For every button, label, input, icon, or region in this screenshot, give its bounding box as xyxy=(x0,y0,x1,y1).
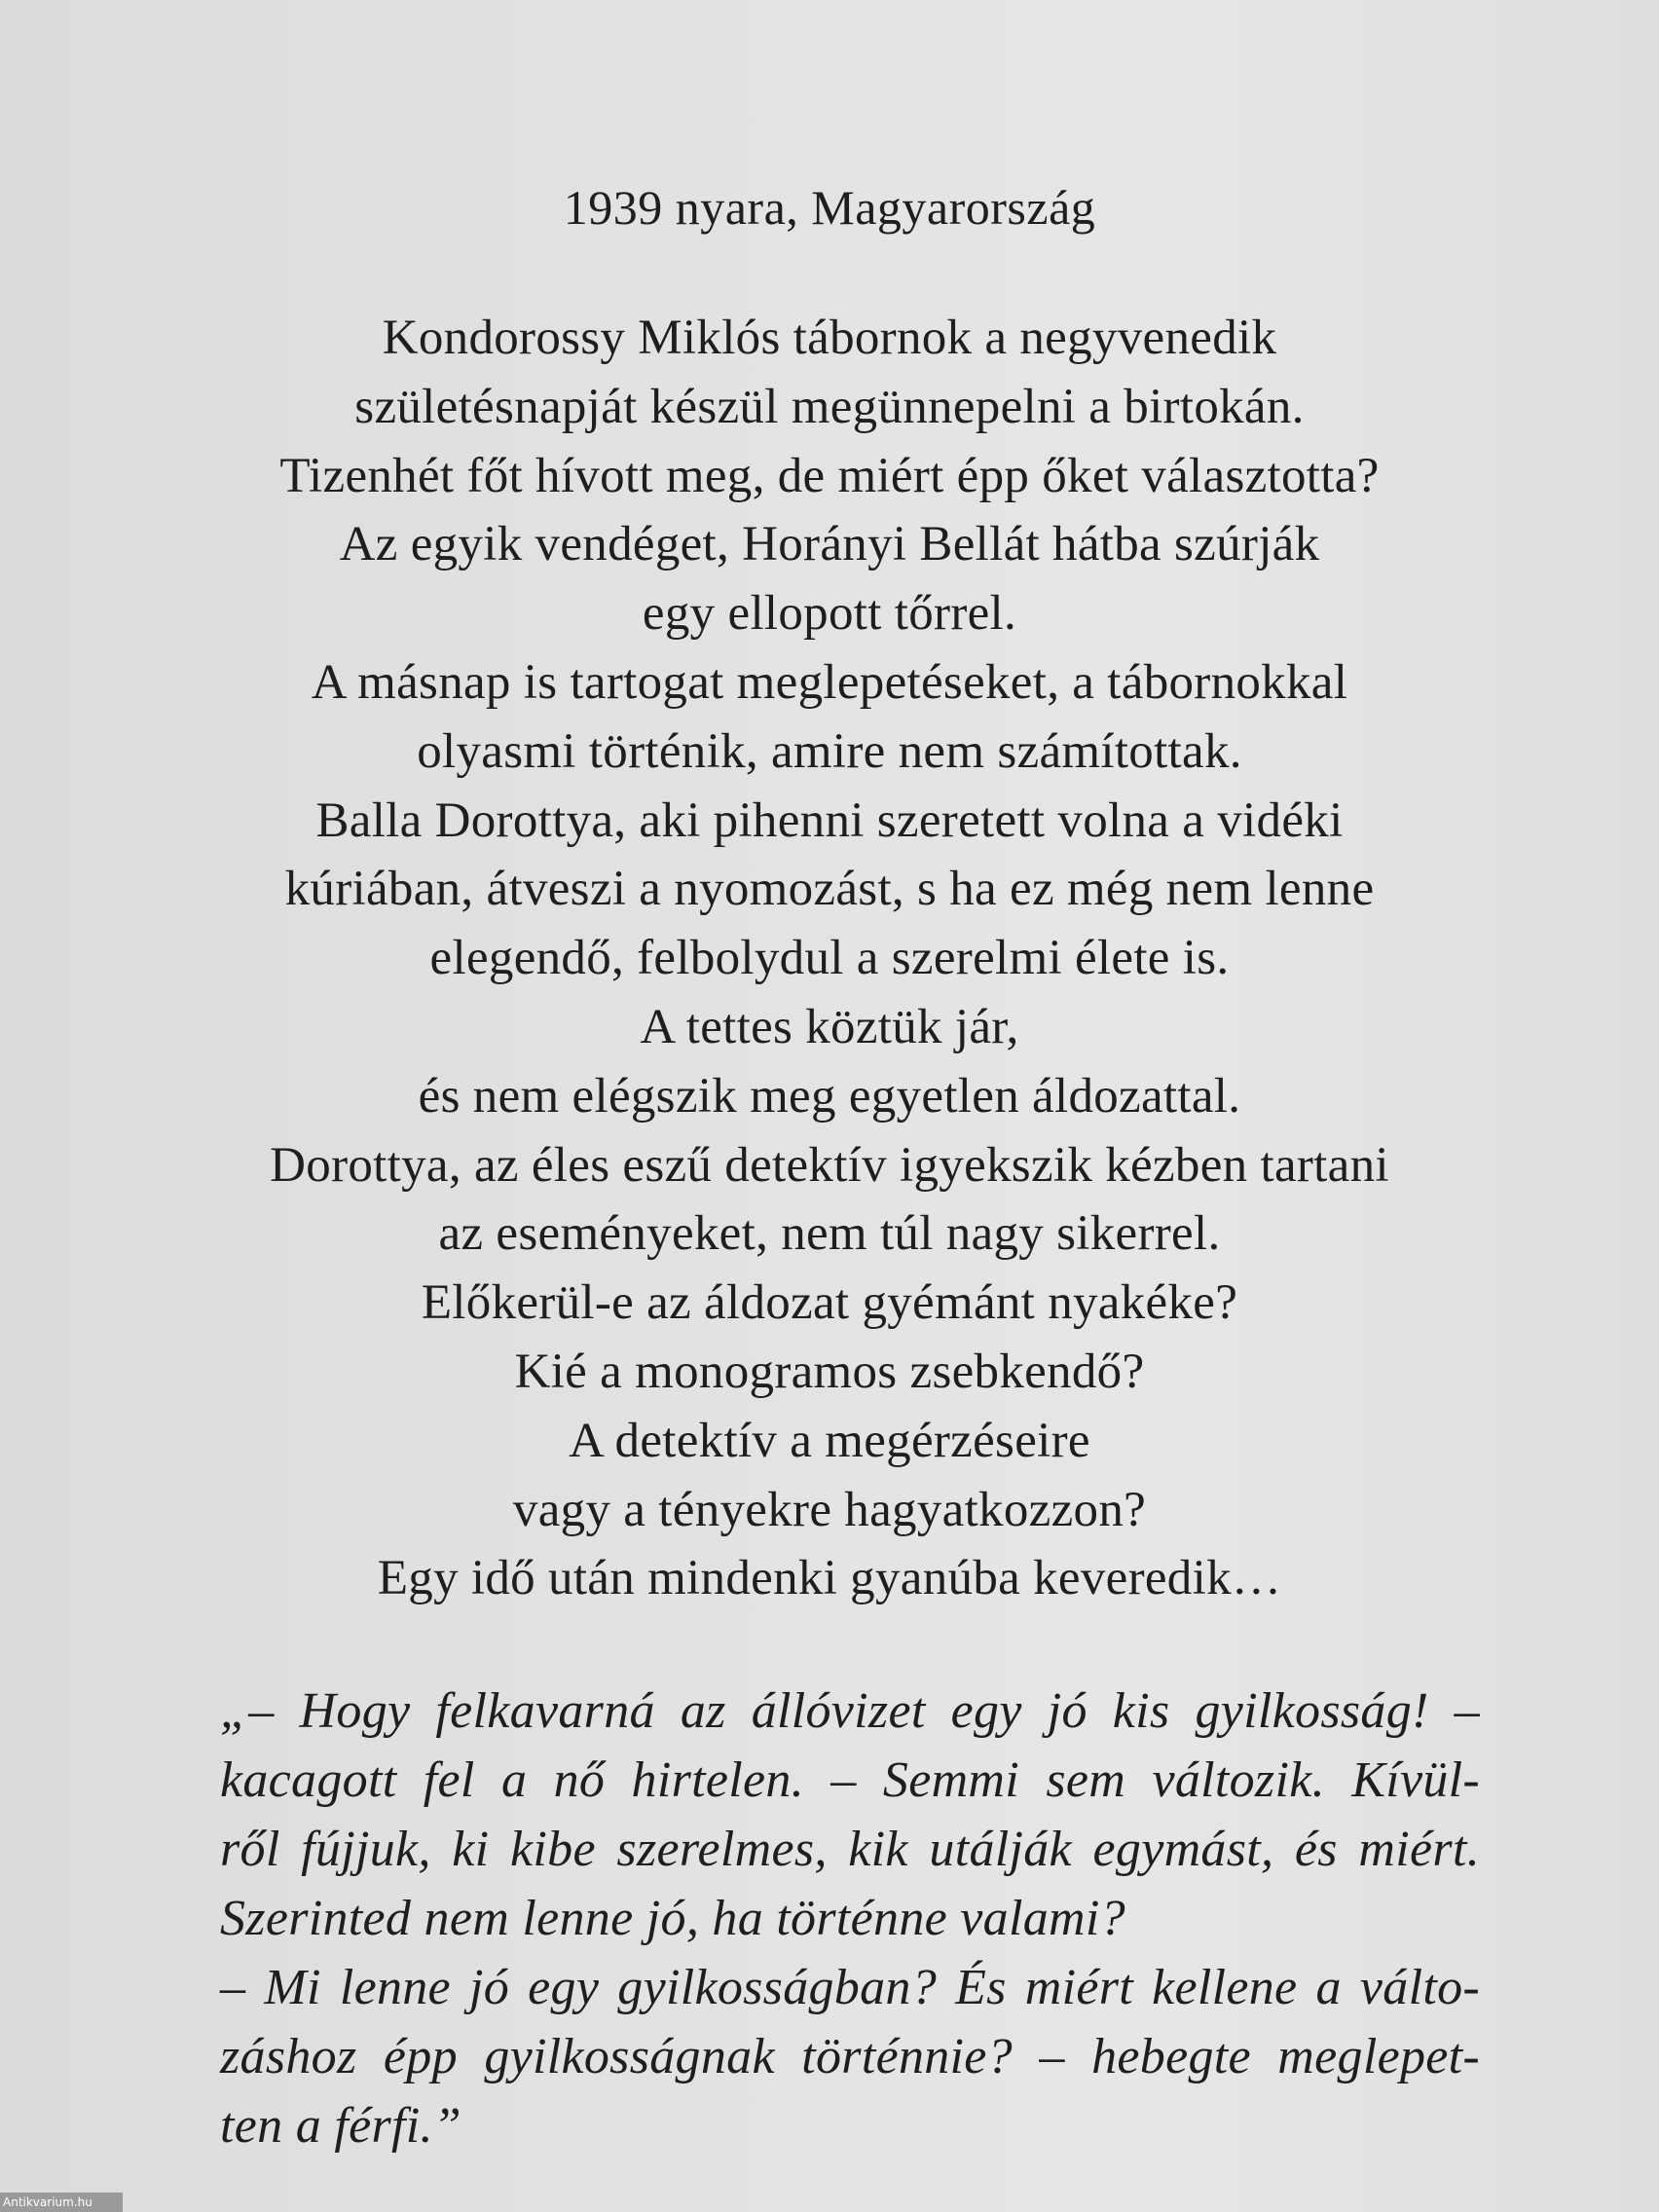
watermark-label: Antikvarium.hu xyxy=(0,2193,123,2212)
blurb-line: születésnapját készül megünnepelni a birtokán. xyxy=(354,379,1305,434)
blurb-line: és nem elégszik meg egyetlen áldozattal. xyxy=(418,1068,1241,1124)
blurb-line: Kié a monogramos zsebkendő? xyxy=(514,1344,1145,1399)
blurb-line: A másnap is tartogat meglepetéseket, a tábornokkal xyxy=(311,654,1348,710)
quote-line: kacagott fel a nő hirtelen. – Semmi sem változik. Kívül- xyxy=(220,1752,1480,1808)
blurb-line: Balla Dorottya, aki pihenni szeretett volna a vidéki xyxy=(315,793,1344,848)
blurb-line: A detektív a megérzéseire xyxy=(569,1413,1090,1468)
blurb-line: egy ellopott tőrrel. xyxy=(642,586,1017,642)
blurb-line: kúriában, átveszi a nyomozást, s ha ez még nem lenne xyxy=(284,862,1375,917)
quote-line: ről fújjuk, ki kibe szerelmes, kik utálják egymást, és miért. xyxy=(220,1822,1480,1877)
quote-line: ten a férfi.” xyxy=(220,2098,462,2154)
quote-line: Szerinted nem lenne jó, ha történne valami? xyxy=(220,1891,1125,1946)
blurb-line: Az egyik vendéget, Horányi Bellát hátba szúrják xyxy=(339,517,1320,572)
excerpt-quote xyxy=(220,1677,1480,2160)
blurb-line: Dorottya, az éles eszű detektív igyekszik kézben tartani xyxy=(270,1137,1389,1193)
blurb-line: Egy idő után mindenki gyanúba keveredik… xyxy=(377,1551,1282,1606)
quote-line: záshoz épp gyilkosságnak történnie? – hebegte meglepet- xyxy=(220,2029,1480,2084)
blurb-line: vagy a tényekre hagyatkozzon? xyxy=(512,1482,1147,1537)
blurb-line: olyasmi történik, amire nem számítottak. xyxy=(417,723,1242,779)
blurb-line: Előkerül-e az áldozat gyémánt nyakéke? xyxy=(421,1275,1238,1331)
blurb-line: A tettes köztük jár, xyxy=(640,999,1019,1054)
blurb-line: Tizenhét főt hívott meg, de miért épp őket választotta? xyxy=(279,448,1380,503)
quote-line: „– Hogy felkavarná az állóvizet egy jó kis gyilkosság! – xyxy=(220,1683,1480,1739)
quote-line: – Mi lenne jó egy gyilkosságban? És miért kellene a válto- xyxy=(220,1960,1480,2015)
blurb-text xyxy=(195,304,1464,1613)
blurb-line: elegendő, felbolydul a szerelmi élete is. xyxy=(429,931,1230,986)
blurb-line: az eseményeket, nem túl nagy sikerrel. xyxy=(438,1206,1221,1262)
blurb-line: Kondorossy Miklós tábornok a negyvenedik xyxy=(382,311,1277,365)
setting-heading: 1939 nyara, Magyarország xyxy=(563,180,1096,235)
